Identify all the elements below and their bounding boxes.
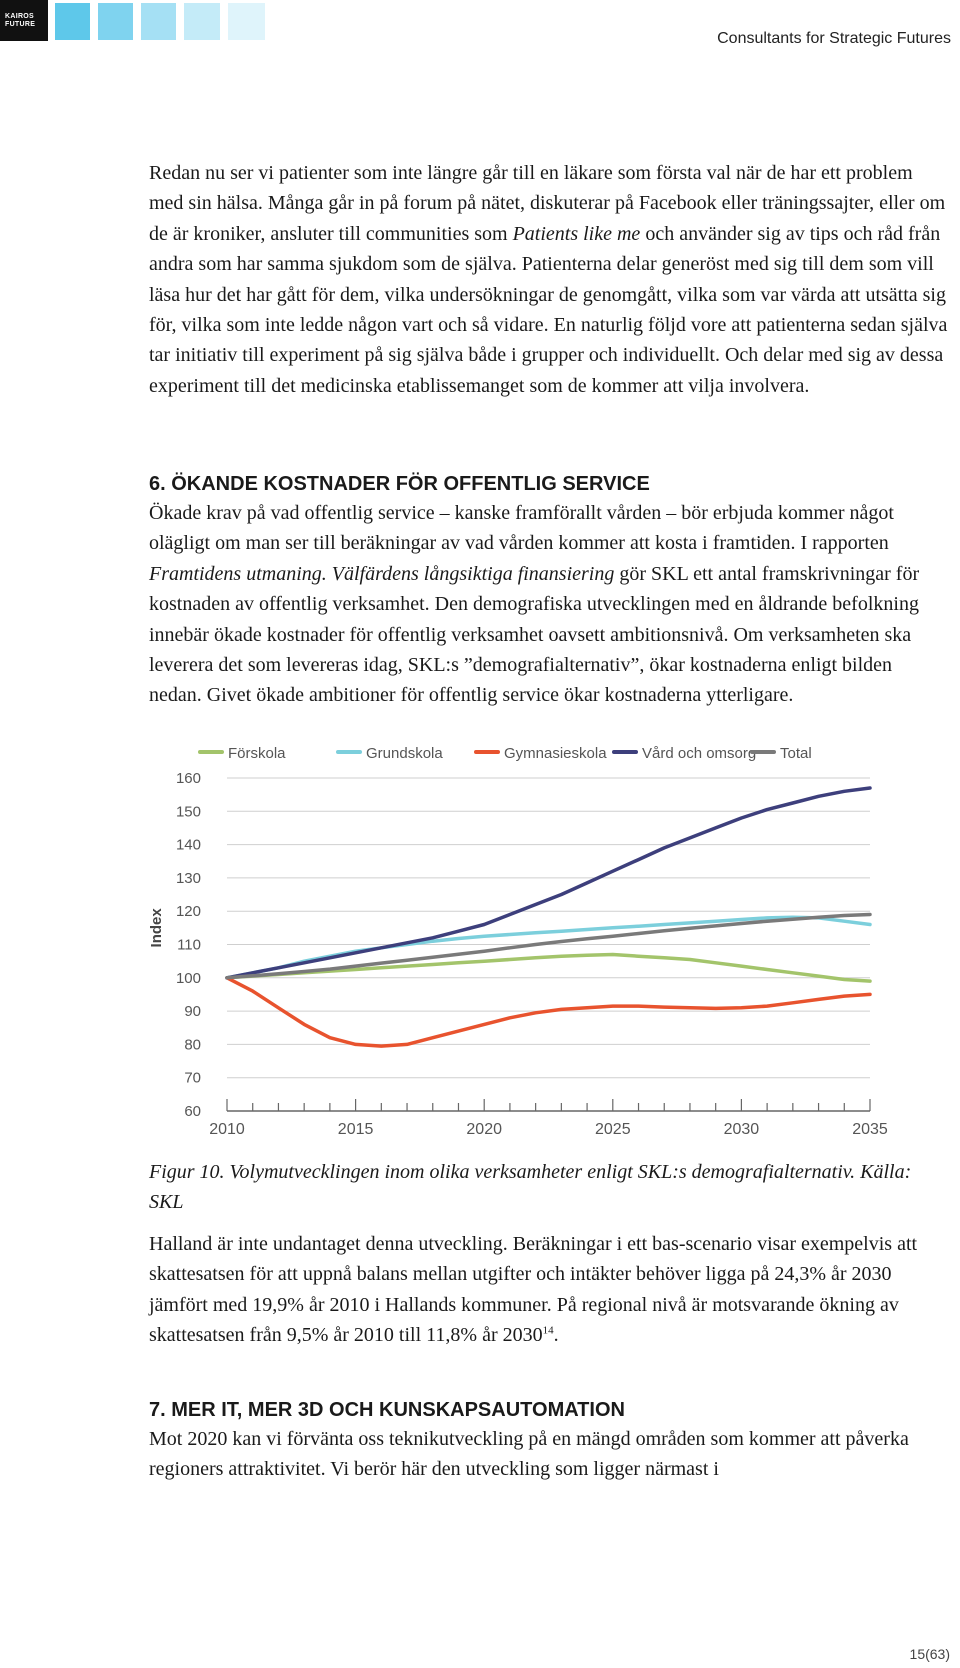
section-6-paragraph (149, 498, 949, 711)
header-square (228, 3, 265, 40)
intro-italic: Patients like me (512, 222, 641, 245)
figure-caption-block (149, 1157, 949, 1218)
figure-caption: Figur 10. Volymutvecklingen inom olika verksamheter enligt SKL:s demografialternativ. Källa: SKL (149, 1161, 912, 1214)
section-6-heading: 6. ÖKANDE KOSTNADER FÖR OFFENTLIG SERVICE (149, 473, 650, 495)
intro-paragraph (149, 158, 949, 401)
header-square (55, 3, 90, 40)
y-axis-label: Index (148, 908, 165, 948)
x-tick-label: 2025 (595, 1121, 631, 1138)
y-tick-label: 160 (175, 770, 201, 787)
halland-paragraph (149, 1229, 949, 1351)
page-number: 15(63) (909, 1646, 950, 1662)
volume-chart (148, 745, 910, 1162)
legend-label: Förskola (228, 745, 286, 762)
x-tick-label: 2015 (337, 1121, 374, 1138)
y-tick-label: 70 (184, 1069, 201, 1087)
y-tick-label: 140 (175, 836, 201, 854)
section-6-text-2: gör SKL ett antal framskrivningar för kostnaden av offentlig verksamhet. Den demografiska utvecklingen med en åldrande befolkning innebär ökade kostnader för offentlig verksamhet oavsett ambitionsnivå. Om verksamheten ska leverera det som levereras idag, SKL:s ”demografialternativ”, ökar kostnaderna enligt bilden nedan. Givet ökade ambitioner för offentlig service ökar kostnaderna ytterligare. (149, 562, 920, 707)
x-tick-label: 2030 (723, 1121, 760, 1138)
logo-line-1: KAIROS (5, 13, 35, 20)
y-tick-label: 120 (175, 903, 201, 921)
halland-paragraph-block (149, 1229, 949, 1351)
legend-label: Grundskola (366, 745, 443, 762)
intro-text-1: Redan nu ser vi patienter som inte längre går till en läkare som första val när de har ett problem med sin hälsa. Många går in på forum på nätet, diskuterar på Facebook eller träningssajter, eller om de är kroniker, ansluter till communities som (149, 162, 946, 245)
legend-label: Total (780, 745, 812, 762)
x-tick-label: 2035 (852, 1121, 888, 1138)
legend-label: Gymnasieskola (504, 745, 607, 762)
section-6-text-1: Ökade krav på vad offentlig service – kanske framförallt vården – bör erbjuda kommer något olägligt om man ser till beräkningar av vad vården kommer att kosta i framtiden. I rapporten (149, 502, 894, 555)
series-line (227, 978, 870, 1046)
y-tick-label: 130 (175, 869, 201, 887)
section-7-paragraph: Mot 2020 kan vi förvänta oss teknikutveckling på en mängd områden som kommer att påverka regioners attraktivitet. Vi berör här den utveckling som ligger närmast i (149, 1428, 909, 1481)
y-tick-label: 90 (184, 1003, 201, 1021)
footnote-ref: 14 (542, 1324, 554, 1337)
section-6 (149, 470, 949, 711)
section-7 (149, 1396, 949, 1485)
header-square (141, 3, 176, 40)
y-tick-label: 60 (184, 1103, 201, 1120)
section-7-heading: 7. MER IT, MER 3D OCH KUNSKAPSAUTOMATION (149, 1399, 625, 1421)
kairos-future-logo (0, 0, 48, 41)
halland-text: Halland är inte undantaget denna utveckling. Beräkningar i ett bas-scenario visar exempelvis att skattesatsen för att uppnå balans mellan utgifter och intäkter behöver ligga på 24,3% år 2030 jämfört med 19,9% år 2010 i Hallands kommuner. På regional nivå är motsvarande ökning av skattesatsen från 9,5% år 2010 till 11,8% år 2030 (149, 1233, 918, 1347)
header-tagline: Consultants for Strategic Futures (717, 30, 951, 47)
series-line (227, 915, 870, 978)
x-tick-label: 2010 (209, 1121, 245, 1138)
logo-line-2: FUTURE (5, 21, 36, 28)
intro-text-2: och använder sig av tips och råd från andra som har samma sjukdom som de själva. Patienterna delar generöst med sig till dem som vill läsa hur det har gått för dem, vilka undersökningar de genomgått, vilka som var värda att utsätta sig för, vilka som inte ledde någon vart och så vidare. En naturlig följd vore att patienterna sedan själva tar initiativ till experiment på sig själva både i grupper och individuellt. Och delar med sig av dessa experiment till det medicinska etablissemanget som de kommer att vilja involvera. (149, 222, 948, 397)
x-tick-label: 2020 (466, 1121, 502, 1138)
header-square (184, 3, 220, 40)
legend-label: Vård och omsorg (642, 745, 757, 762)
y-tick-label: 150 (175, 803, 201, 821)
series-line (227, 788, 870, 978)
y-tick-label: 110 (177, 936, 201, 954)
halland-text-end: . (553, 1324, 559, 1347)
y-tick-label: 100 (175, 969, 201, 987)
section-6-italic: Framtidens utmaning. Välfärdens långsiktiga finansiering (149, 562, 615, 585)
intro-paragraph-block (149, 158, 949, 401)
y-tick-label: 80 (184, 1036, 201, 1054)
header-square (98, 3, 133, 40)
